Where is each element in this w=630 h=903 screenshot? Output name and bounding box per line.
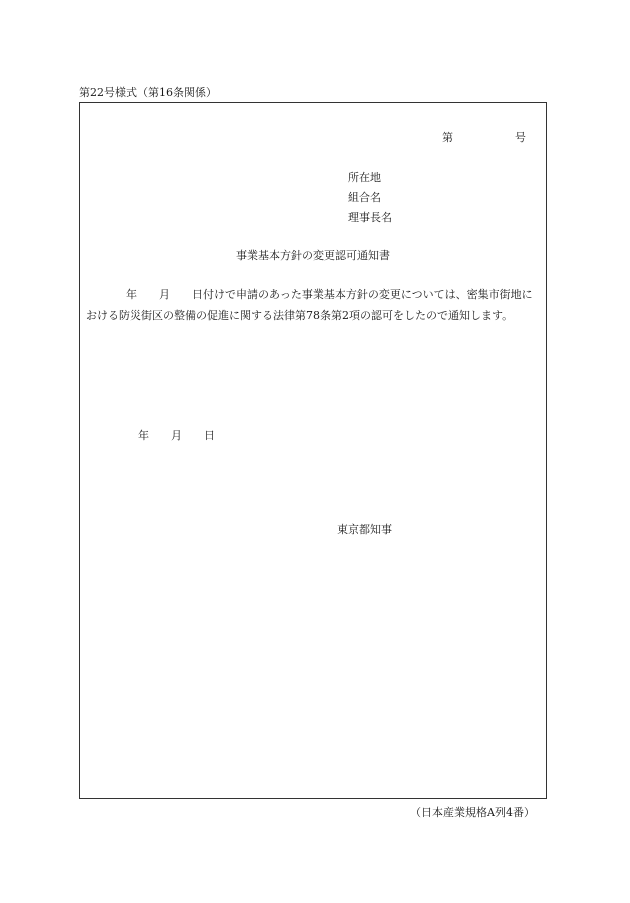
document-number-prefix: 第 — [442, 131, 453, 144]
address-location-label: 所在地 — [348, 171, 381, 184]
date-line: 年 月 日 — [138, 429, 215, 442]
document-frame — [79, 102, 547, 799]
document-body: 年 月 日付けで申請のあった事業基本方針の変更については、密集市街地における防災街区の整備の促進に関する法律第78条第2項の認可をしたので通知します。 — [86, 288, 533, 322]
issuer-name: 東京都知事 — [337, 523, 392, 536]
document-title: 事業基本方針の変更認可通知書 — [236, 249, 390, 262]
form-number: 第22号様式（第16条関係） — [79, 86, 217, 99]
address-chairman-label: 理事長名 — [348, 211, 392, 224]
paper-size-note: （日本産業規格A列4番） — [410, 806, 535, 819]
address-association-label: 組合名 — [348, 191, 381, 204]
document-number-suffix: 号 — [515, 131, 526, 144]
